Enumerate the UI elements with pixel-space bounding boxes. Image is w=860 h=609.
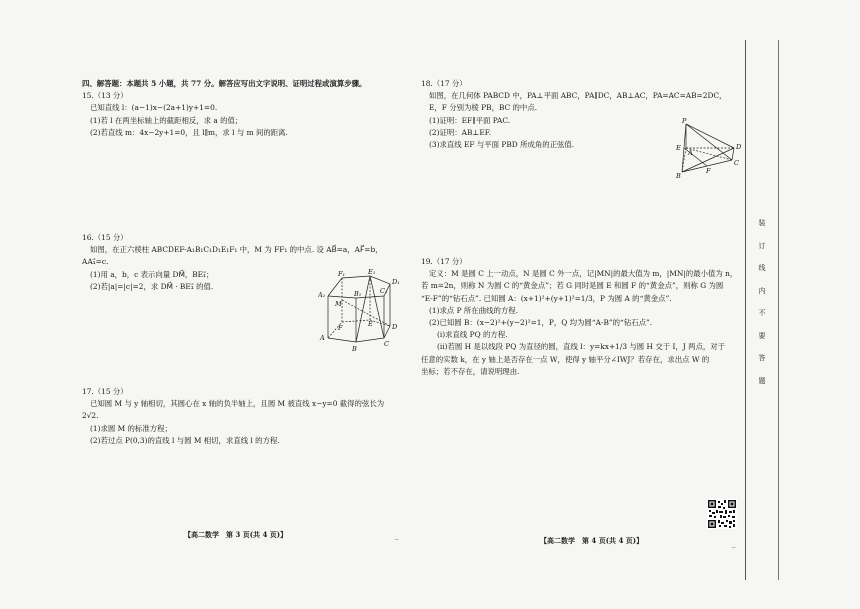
- right-dash: _: [732, 540, 736, 548]
- q15-line: 已知直线 l：(a−1)x−(2a+1)y+1=0.: [90, 103, 218, 113]
- q19-line: (2)已知圆 B：(x−2)²+(y−2)²=1，P，Q 均为圆“A-B”的“钻石点”.: [429, 318, 653, 328]
- hexagonal-prism-figure: [318, 268, 410, 354]
- margin-char: 装: [758, 219, 766, 227]
- q17-line: 2√2.: [82, 411, 99, 421]
- label-F1: F₁: [338, 270, 346, 278]
- q19-line: (ⅱ)若圆 H 是以线段 PQ 为直径的圆，直线 l：y=kx+1/3 与圆 H 交于 I，J 两点，对于: [437, 342, 726, 352]
- q18-title: 18.（17 分）: [421, 79, 467, 88]
- right-footer: 【高二数学 第 4 页(共 4 页)】: [540, 536, 644, 545]
- margin-char: 内: [758, 286, 766, 295]
- margin-char: 题: [758, 376, 766, 385]
- q17-line: (2)若过点 P(0,3)的直线 l 与圆 M 相切，求直线 l 的方程.: [90, 435, 280, 445]
- q19-line: 坐标；若不存在，请说明理由.: [421, 366, 520, 376]
- label-B: B: [352, 345, 357, 353]
- label-D: D: [392, 323, 398, 331]
- q16-line: 如图，在正六棱柱 ABCDEF-A₁B₁C₁D₁E₁F₁ 中，M 为 FF₁ 的中点. 设 AB⃗=a，AF⃗=b，: [90, 245, 383, 255]
- binding-margin-text: [755, 218, 769, 398]
- qr-code-icon: [707, 499, 737, 529]
- question-15: [82, 90, 402, 139]
- label-E1: E₁: [368, 268, 376, 276]
- q19-line: 若 m=2n，则称 N 为圆 C 的“黄金点”；若 G 同时是圆 E 和圆 F 的“黄金点”，则称 G 为圆: [421, 281, 724, 291]
- q15-line: (1)若 l 在两坐标轴上的截距相反，求 a 的值；: [90, 115, 243, 125]
- left-dash: _: [395, 532, 399, 540]
- binding-line-outer: [778, 40, 779, 580]
- label-F: F: [706, 167, 711, 175]
- margin-char: 答: [758, 354, 766, 362]
- margin-char: 线: [758, 264, 766, 272]
- q19-line: 任意的实数 k，在 y 轴上是否存在一点 W，使得 y 轴平分∠IWJ？若存在，求出点 W 的: [421, 354, 710, 364]
- q19-line: 定义：M 是圆 C 上一动点，N 是圆 C 外一点，记|MN|的最大值为 m，|MN|的最小值为 n，: [429, 269, 738, 279]
- section-heading: 四、解答题：本题共 5 小题，共 77 分。解答应写出文字说明、证明过程或演算步骤。: [82, 79, 367, 88]
- q19-line: (1)求点 P 所在曲线的方程.: [429, 305, 519, 315]
- label-C: C: [384, 340, 389, 348]
- q16-title: 16.（15 分）: [82, 233, 128, 242]
- label-B1: B₁: [354, 290, 362, 298]
- label-C1: C₁: [380, 287, 388, 295]
- q18-line: 如图，在几何体 PABCD 中，PA⊥平面 ABC，PA∥DC，AB⊥AC，PA=AC=AB=2DC，: [429, 91, 727, 101]
- binding-line: [745, 40, 746, 580]
- label-A: A: [688, 149, 693, 157]
- left-page: [82, 78, 402, 139]
- q18-line: (3)求直线 EF 与平面 PBD 所成角的正弦值.: [429, 140, 575, 150]
- q15-line: (2)若直线 m：4x−2y+1=0，且 l∥m，求 l 与 m 间的距离.: [90, 127, 288, 137]
- q15-title: 15.（13 分）: [82, 91, 128, 101]
- margin-char: 订: [758, 241, 766, 250]
- q17-title: 17.（15 分）: [82, 387, 128, 396]
- q16-line: AA₁⃗=c.: [82, 257, 109, 267]
- label-M: M: [335, 300, 342, 308]
- q19-title: 19.（17 分）: [421, 257, 467, 266]
- q17-line: (1)求圆 M 的标准方程；: [90, 423, 172, 433]
- q19-line: (ⅰ)求直线 PQ 的方程.: [437, 330, 508, 340]
- label-P: P: [682, 118, 687, 125]
- q19-line: “E-F”的“钻石点”. 已知圆 A：(x+1)²+(y+1)²=1/3，P 为圆 A 的“黄金点”.: [421, 293, 672, 303]
- label-A: A: [320, 334, 325, 342]
- q16-line: (2)若|a|=|c|=2，求 DM⃗ · BE₁⃗ 的值.: [90, 281, 214, 291]
- pyramid-figure: [676, 118, 742, 180]
- margin-char: 不: [758, 309, 766, 317]
- question-19: [421, 256, 737, 378]
- q18-line: (1)证明：EF∥平面 PAC.: [429, 115, 511, 125]
- label-E: E: [676, 144, 681, 152]
- label-A1: A₁: [318, 291, 326, 299]
- label-D1: D₁: [392, 278, 400, 286]
- label-C: C: [734, 159, 739, 167]
- margin-char: 要: [758, 331, 766, 340]
- q18-line: (2)证明：AB⊥EF.: [429, 127, 492, 137]
- left-footer: 【高二数学 第 3 页(共 4 页)】: [184, 530, 288, 539]
- q17-line: 已知圆 M 与 y 轴相切，其圆心在 x 轴的负半轴上，且圆 M 被直线 x−y=0 截得的弦长为: [90, 399, 385, 409]
- label-B: B: [676, 172, 681, 180]
- q16-line: (1)用 a，b，c 表示向量 DM⃗，BE₁⃗；: [90, 269, 214, 279]
- label-F: F: [338, 324, 343, 332]
- question-17: [82, 386, 384, 447]
- label-E: E: [368, 320, 373, 328]
- q18-line: E，F 分别为棱 PB，BC 的中点.: [429, 103, 538, 113]
- label-D: D: [736, 143, 742, 151]
